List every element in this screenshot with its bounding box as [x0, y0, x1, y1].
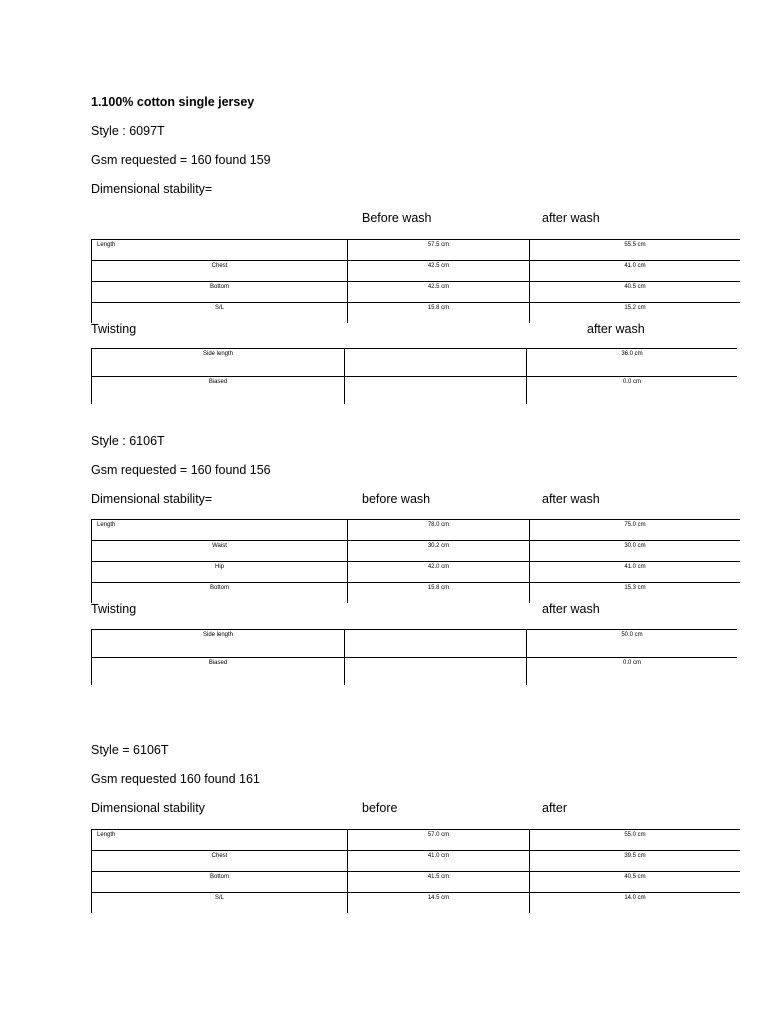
row-label: Length: [92, 830, 348, 851]
table-row: [92, 893, 741, 914]
section-2-twisting-label: Twisting: [91, 602, 137, 616]
section-1-style: Style : 6097T: [91, 124, 165, 138]
section-1-gsm: Gsm requested = 160 found 159: [91, 153, 271, 167]
row-label: Side length: [92, 349, 345, 377]
before-value: 57.0 cm: [348, 830, 530, 851]
after-value: 15.2 cm: [530, 303, 741, 324]
before-value: 15.8 cm: [348, 583, 530, 604]
after-value: 41.0 cm: [530, 562, 741, 583]
after-value: 30.0 cm: [530, 541, 741, 562]
section-1-after-label: after wash: [542, 211, 600, 225]
section-1-heading: 1.100% cotton single jersey: [91, 95, 255, 109]
before-value: 78.0 cm: [348, 520, 530, 541]
table-row: [92, 541, 741, 562]
before-value: 42.5 cm: [348, 261, 530, 282]
before-value: [345, 630, 527, 658]
section-2-after-label: after wash: [542, 492, 600, 506]
after-value: 55.5 cm: [530, 240, 741, 261]
after-value: 14.0 cm: [530, 893, 741, 914]
section-3-after-label: after: [542, 801, 568, 815]
row-label: Bottom: [92, 282, 348, 303]
after-value: 50.0 cm: [527, 630, 738, 658]
section-3-gsm: Gsm requested 160 found 161: [91, 772, 260, 786]
after-value: 41.0 cm: [530, 261, 741, 282]
row-label: Chest: [92, 851, 348, 872]
before-value: [345, 349, 527, 377]
before-value: 42.5 cm: [348, 282, 530, 303]
table-row: [92, 261, 741, 282]
before-value: 42.0 cm: [348, 562, 530, 583]
before-value: 30.2 cm: [348, 541, 530, 562]
row-label: Biased: [92, 377, 345, 405]
table-row: [92, 349, 738, 377]
before-value: 14.5 cm: [348, 893, 530, 914]
after-value: 0.0 cm: [527, 658, 738, 686]
table-row: [92, 630, 738, 658]
after-value: 40.5 cm: [530, 282, 741, 303]
row-label: Length: [92, 240, 348, 261]
row-label: Bottom: [92, 872, 348, 893]
after-value: 15.3 cm: [530, 583, 741, 604]
section-3-style: Style = 6106T: [91, 743, 169, 757]
after-value: 36.0 cm: [527, 349, 738, 377]
table-row: [92, 851, 741, 872]
section-2-gsm: Gsm requested = 160 found 156: [91, 463, 271, 477]
section-2-dimension-table: [91, 519, 740, 603]
table-row: [92, 282, 741, 303]
table-row: [92, 583, 741, 604]
table-row: [92, 830, 741, 851]
section-2-twisting-after-label: after wash: [542, 602, 600, 616]
section-1-twisting-table: [91, 348, 737, 404]
row-label: Waist: [92, 541, 348, 562]
section-3-dimension-table: [91, 829, 740, 913]
before-value: 15.8 cm: [348, 303, 530, 324]
section-1-before-label: Before wash: [362, 211, 432, 225]
section-2-style: Style : 6106T: [91, 434, 165, 448]
table-row: [92, 240, 741, 261]
after-value: 40.5 cm: [530, 872, 741, 893]
section-2-twisting-table: [91, 629, 737, 685]
section-2-before-label: before wash: [362, 492, 431, 506]
before-value: 41.0 cm: [348, 851, 530, 872]
section-1-dimensional-label: Dimensional stability=: [91, 182, 213, 196]
after-value: 39.5 cm: [530, 851, 741, 872]
before-value: [345, 377, 527, 405]
after-value: 75.0 cm: [530, 520, 741, 541]
table-row: [92, 303, 741, 324]
section-3-dimensional-label: Dimensional stability: [91, 801, 205, 815]
row-label: Hip: [92, 562, 348, 583]
row-label: Bottom: [92, 583, 348, 604]
row-label: Length: [92, 520, 348, 541]
row-label: Side length: [92, 630, 345, 658]
row-label: S/L: [92, 303, 348, 324]
row-label: Chest: [92, 261, 348, 282]
table-row: [92, 520, 741, 541]
section-2-dimensional-label: Dimensional stability=: [91, 492, 213, 506]
before-value: [345, 658, 527, 686]
table-row: [92, 562, 741, 583]
before-value: 57.5 cm: [348, 240, 530, 261]
table-row: [92, 658, 738, 686]
table-row: [92, 377, 738, 405]
section-1-twisting-label: Twisting: [91, 322, 137, 336]
row-label: S/L: [92, 893, 348, 914]
after-value: 0.0 cm: [527, 377, 738, 405]
row-label: Biased: [92, 658, 345, 686]
section-1-dimension-table: [91, 239, 740, 323]
section-1-twisting-after-label: after wash: [587, 322, 645, 336]
before-value: 41.5 cm: [348, 872, 530, 893]
table-row: [92, 872, 741, 893]
section-3-before-label: before: [362, 801, 398, 815]
after-value: 55.0 cm: [530, 830, 741, 851]
